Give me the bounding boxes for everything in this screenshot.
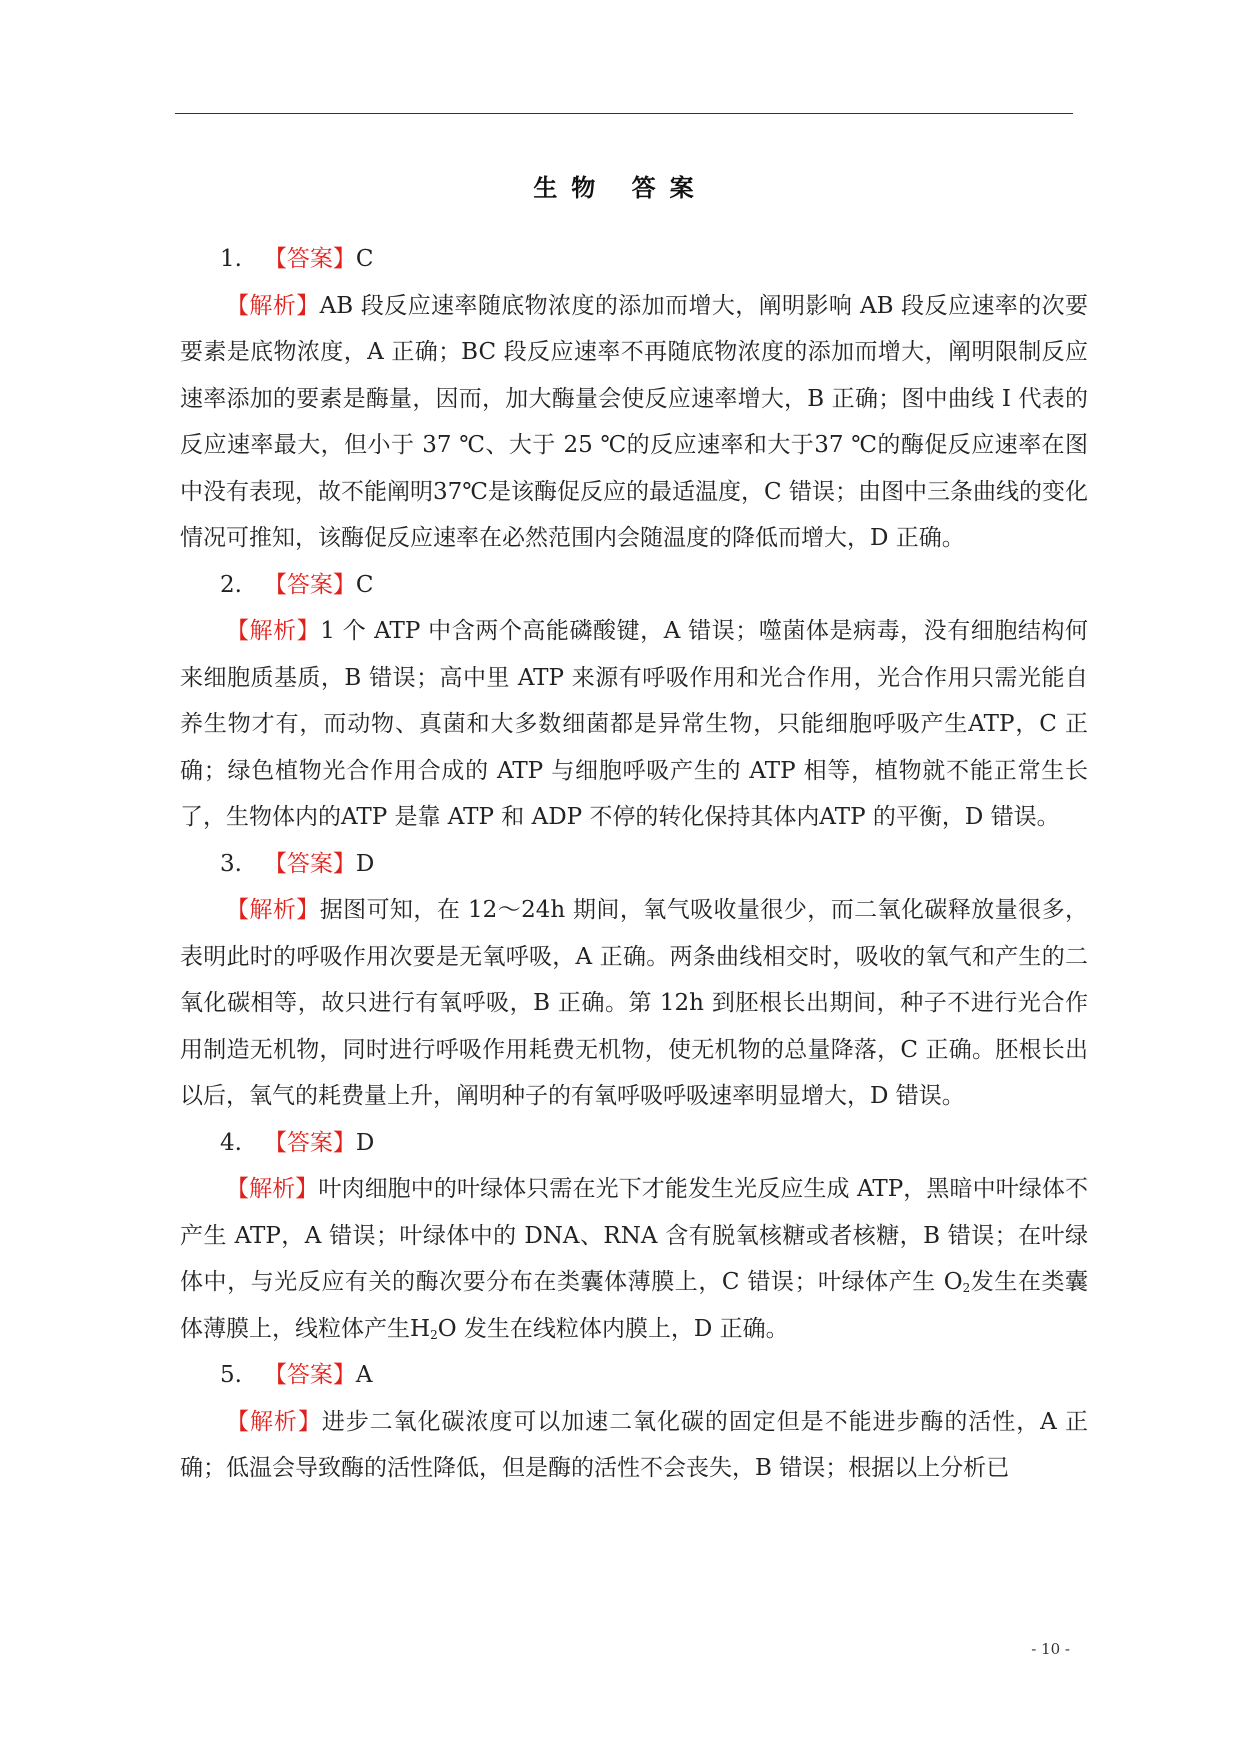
header-rule [175,113,1073,114]
analysis-4 [180,1166,1088,1352]
answer-mark: 【答案】 [263,1129,356,1156]
answer-mark: 【答案】 [263,1362,356,1388]
answer-line-3 [180,841,1088,888]
answer-value: C [355,571,374,598]
question-number: 2. [220,571,242,598]
analysis-mark: 【解析】 [226,618,321,644]
analysis-mark: 【解析】 [226,897,320,923]
analysis-3 [180,887,1088,1120]
question-number: 3. [220,850,242,877]
analysis-2 [180,608,1088,841]
answer-mark: 【答案】 [263,850,356,877]
page-title: 生物 答案 [533,173,708,202]
answer-line-5 [180,1352,1088,1399]
question-number: 1. [220,246,242,272]
page-number: - 10 - [1031,1640,1070,1658]
subscript: 2 [962,1281,971,1295]
answer-line-4 [180,1120,1088,1167]
answer-value: C [355,246,374,272]
answer-value: D [355,850,375,877]
analysis-text: AB 段反应速率随底物浓度的添加而增大，阐明影响 AB 段反应速率的次要要素是底物浓度，A 正确；BC 段反应速率不再随底物浓度的添加而增大，阐明限制反应速率添加的要素是酶量，因而，加大酶量会使反应速率增大，B 正确；图中曲线 I 代表的反应速率最大，但小于 37 ℃、大于 25 ℃的反应速率和大于37 ℃的酶促反应速率在图中没有表现，故不能阐明37℃是该酶促反应的最适温度，C 错误；由图中三条曲线的变化情况可推知，该酶促反应速率在必然范围内会随温度的降低而增大，D 正确。 [180,292,1088,551]
question-number: 5. [220,1362,242,1388]
subscript: 2 [430,1327,438,1342]
analysis-mark: 【解析】 [226,1176,319,1202]
analysis-text: 1 个 ATP 中含两个高能磷酸键，A 错误；噬菌体是病毒，没有细胞结构何来细胞质基质，B 错误；高中里 ATP 来源有呼吸作用和光合作用，光合作用只需光能自养生物才有，而动物、真菌和大多数细菌都是异常生物，只能细胞呼吸产生ATP，C 正确；绿色植物光合作用合成的 ATP 与细胞呼吸产生的 ATP 相等，植物就不能正常生长了，生物体内的ATP 是靠 ATP 和 ADP 不停的转化保持其体内ATP 的平衡，D 错误。 [180,618,1089,830]
analysis-text: 叶肉细胞中的叶绿体只需在光下才能发生光反应生成 ATP，黑暗中叶绿体不产生 ATP，A 错误；叶绿体中的 DNA、RNA 含有脱氧核糖或者核糖，B 错误；在叶绿体中，与光反应有关的酶次要分布在类囊体薄膜上，C 错误；叶绿体产生 O [180,1176,1088,1295]
question-number: 4. [220,1129,242,1156]
analysis-mark: 【解析】 [226,1408,322,1435]
answer-content [180,236,1088,1492]
analysis-mark: 【解析】 [226,292,320,319]
answer-line-2 [180,562,1088,609]
analysis-text: 据图可知，在 12～24h 期间，氧气吸收量很少，而二氧化碳释放量很多，表明此时的呼吸作用次要是无氧呼吸，A 正确。两条曲线相交时，吸收的氧气和产生的二氧化碳相等，故只进行有氧呼吸，B 正确。第 12h 到胚根长出期间，种子不进行光合作用制造无机物，同时进行呼吸作用耗费无机物，使无机物的总量降落，C 正确。胚根长出以后，氧气的耗费量上升，阐明种子的有氧呼吸呼吸速率明显增大，D 错误。 [180,897,1089,1109]
answer-value: D [355,1129,375,1156]
analysis-text: O 发生在线粒体内膜上，D 正确。 [437,1315,789,1342]
answer-mark: 【答案】 [263,571,356,598]
answer-line-1 [180,236,1088,283]
answer-mark: 【答案】 [263,246,356,272]
analysis-5 [180,1399,1088,1492]
analysis-text: 发生在类囊体薄膜上，线粒体产生H [180,1269,1089,1342]
analysis-1 [180,283,1088,562]
analysis-text: 进步二氧化碳浓度可以加速二氧化碳的固定但是不能进步酶的活性，A 正确；低温会导致酶的活性降低，但是酶的活性不会丧失，B 错误；根据以上分析已 [180,1408,1088,1481]
answer-value: A [355,1362,373,1388]
